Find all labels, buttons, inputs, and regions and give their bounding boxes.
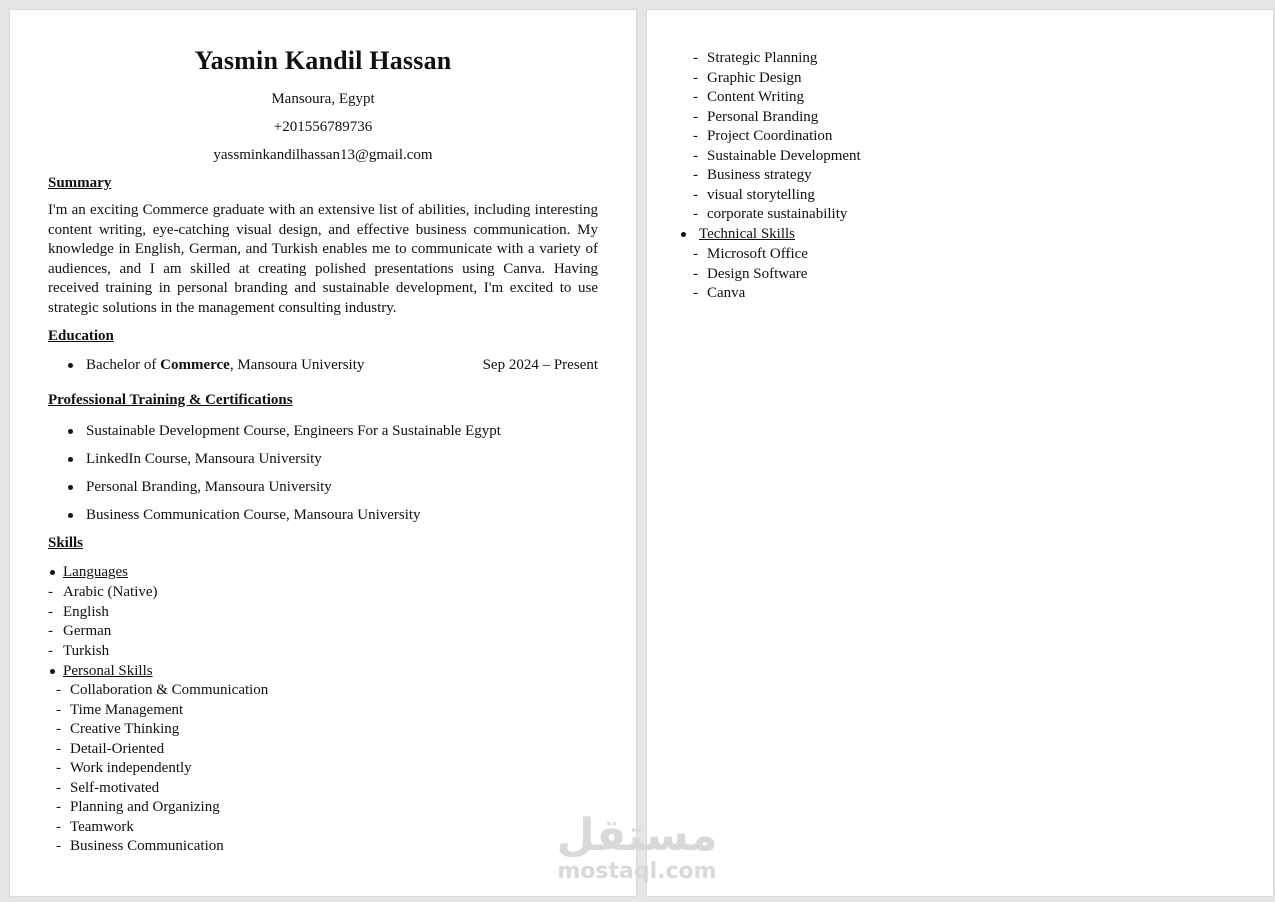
personal-skill-item: Detail-Oriented [70,740,165,757]
personal-skill-item: Sustainable Development [707,147,861,164]
education-degree: Commerce [160,357,230,373]
personal-skill-item: Planning and Organizing [70,799,220,815]
bullet-icon [68,363,73,368]
location: Mansoura, Egypt [271,91,375,107]
dash-icon: - [693,89,698,105]
dash-icon: - [56,760,61,776]
education-heading: Education [48,328,114,344]
dash-icon: - [56,838,61,854]
training-item: Sustainable Development Course, Engineers For a Sustainable Egypt [86,423,501,439]
phone: +201556789736 [273,119,373,135]
dash-icon: - [693,206,698,222]
dash-icon: - [693,265,698,282]
language-item: Turkish [63,642,110,659]
skills-heading: Skills [48,535,84,551]
education-entry [86,357,364,374]
resume-name: Yasmin Kandil Hassan [194,46,452,75]
dash-icon: - [693,69,698,86]
personal-skill-item: Work independently [70,760,192,776]
personal-skill-item: Self-motivated [70,779,160,796]
dash-icon: - [693,50,698,66]
personal-skill-item: Teamwork [70,818,134,835]
personal-skill-item: Personal Branding [707,108,819,125]
dash-icon: - [48,603,53,620]
watermark-latin: mostaql.com [557,859,717,884]
bullet-icon [50,669,55,674]
personal-skill-item: corporate sustainability [707,206,848,222]
personal-skill-item: Collaboration & Communication [70,682,269,698]
technical-skills-label: Technical Skills [699,226,796,242]
dash-icon: - [56,779,61,796]
personal-skill-item: Business strategy [707,167,812,183]
personal-skill-item: visual storytelling [707,186,815,203]
dash-icon: - [56,701,61,718]
summary-heading: Summary [48,175,112,191]
training-item: LinkedIn Course, Mansoura University [86,451,322,467]
bullet-icon [50,570,55,575]
technical-skill-item: Microsoft Office [707,246,808,262]
dash-icon: - [693,285,698,301]
bullet-icon [68,457,73,462]
dash-icon: - [56,799,61,815]
personal-skill-item: Graphic Design [707,69,802,86]
bullet-icon [68,429,73,434]
training-item: Personal Branding, Mansoura University [86,479,332,495]
dash-icon: - [48,584,53,600]
resume-page-2 [647,10,1273,896]
dash-icon: - [48,642,53,659]
dash-icon: - [693,167,698,183]
watermark-arabic: مستقل [556,810,718,861]
languages-label: Languages [63,564,128,580]
personal-skill-item: Creative Thinking [70,721,180,737]
personal-skill-item: Time Management [70,701,184,718]
education-university: , Mansoura University [229,357,365,373]
dash-icon: - [693,186,698,203]
education-prefix: Bachelor of [86,357,161,373]
dash-icon: - [693,147,698,164]
dash-icon: - [693,128,698,144]
resume-page-1 [10,10,636,896]
education-dates: Sep 2024 – Present [482,357,598,373]
dash-icon: - [693,246,698,262]
personal-skill-item: Strategic Planning [707,50,818,66]
personal-skills-label: Personal Skills [63,663,153,679]
summary-text: I'm an exciting Commerce graduate with an extensive list of abilities, including interesting content writing, eye-catching visual design, and effective business communication. My knowledge in English, German, and Turkish enables me to communicate with a variety of audiences, and I am skilled at creating polished presentations using Canva. Having received training in personal branding and sustainable development, I'm excited to use strategic solutions in the management consulting industry. [48,202,598,316]
dash-icon: - [56,721,61,737]
training-item: Business Communication Course, Mansoura University [86,507,421,523]
dash-icon: - [56,818,61,835]
personal-skill-item: Project Coordination [707,128,833,144]
personal-skill-item: Content Writing [707,89,805,105]
dash-icon: - [56,740,61,757]
language-item: English [63,603,109,620]
dash-icon: - [48,623,53,639]
email: yassminkandilhassan13@gmail.com [213,147,433,163]
language-item: German [63,623,112,639]
bullet-icon [681,232,686,237]
language-item: Arabic (Native) [63,584,158,600]
training-heading: Professional Training & Certifications [48,392,293,408]
personal-skill-item: Business Communication [70,838,224,854]
technical-skill-item: Canva [707,285,746,301]
dash-icon: - [56,682,61,698]
technical-skill-item: Design Software [707,265,808,282]
bullet-icon [68,485,73,490]
dash-icon: - [693,108,698,125]
bullet-icon [68,513,73,518]
